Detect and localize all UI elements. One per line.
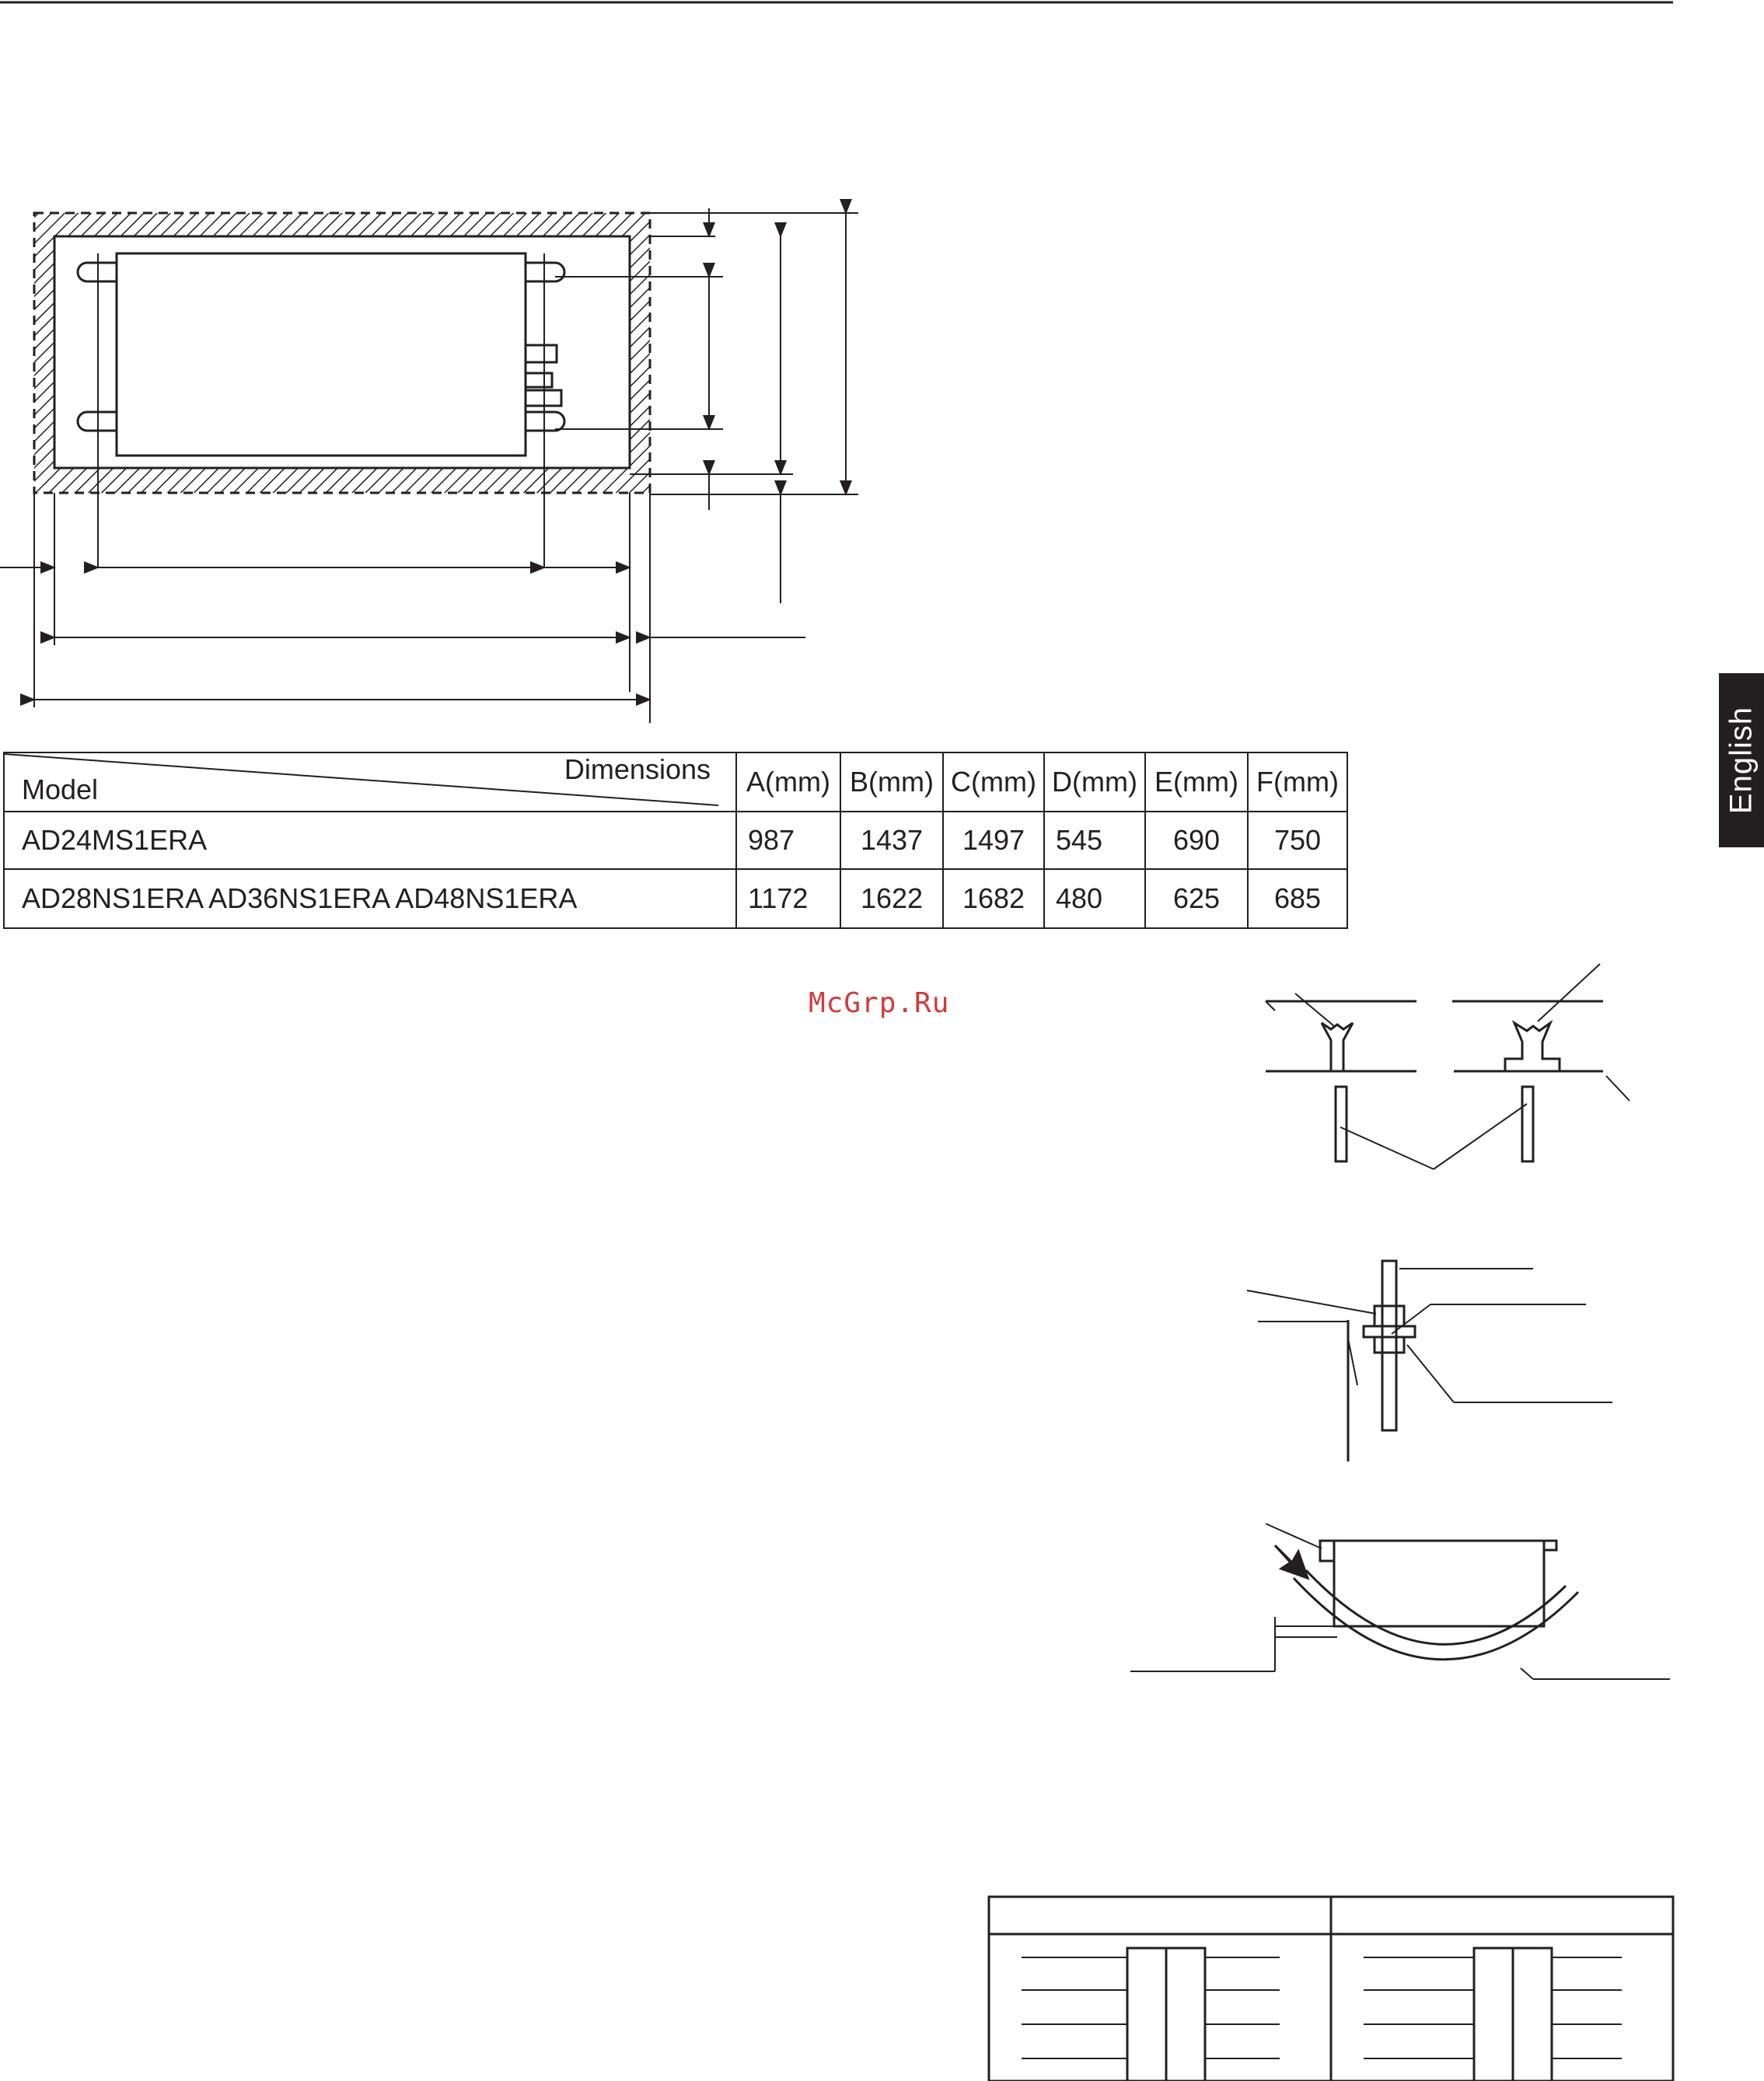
watermark: McGrp.Ru: [809, 987, 950, 1019]
value-cell-d: 545: [1044, 812, 1145, 869]
dimensions-table: [3, 752, 1348, 929]
table-row: [4, 869, 1347, 928]
value-cell-b: 1437: [840, 812, 943, 869]
bottom-figure-table: [989, 1897, 1673, 2081]
model-label: Model: [22, 773, 99, 805]
value-cell-d: 480: [1044, 869, 1145, 928]
column-header-a: A(mm): [736, 752, 840, 812]
column-header-d: D(mm): [1044, 752, 1145, 812]
suspension-bolt-detail: [1247, 1261, 1612, 1461]
value-cell-a: 987: [736, 812, 840, 869]
column-header-e: E(mm): [1145, 752, 1248, 812]
model-cell: AD28NS1ERA AD36NS1ERA AD48NS1ERA: [4, 869, 736, 928]
value-cell-f: 750: [1248, 812, 1347, 869]
language-tab-label: English: [1724, 706, 1759, 815]
unit-top-view-diagram: [0, 208, 858, 723]
drain-slope-detail: [1130, 1524, 1670, 1679]
table-header-row: [4, 752, 1347, 812]
value-cell-c: 1497: [943, 812, 1044, 869]
column-header-b: B(mm): [840, 752, 943, 812]
value-cell-a: 1172: [736, 869, 840, 928]
model-cell: AD24MS1ERA: [4, 812, 736, 869]
value-cell-e: 625: [1145, 869, 1248, 928]
language-tab[interactable]: [1719, 673, 1764, 847]
column-header-f: F(mm): [1248, 752, 1347, 812]
value-cell-e: 690: [1145, 812, 1248, 869]
table-corner-cell: [4, 752, 736, 812]
dimensions-label: Dimensions: [564, 753, 711, 785]
value-cell-c: 1682: [943, 869, 1044, 928]
column-header-c: C(mm): [943, 752, 1044, 812]
value-cell-f: 685: [1248, 869, 1347, 928]
anchor-bolt-detail: [1266, 964, 1630, 1169]
table-row: [4, 812, 1347, 869]
value-cell-b: 1622: [840, 869, 943, 928]
